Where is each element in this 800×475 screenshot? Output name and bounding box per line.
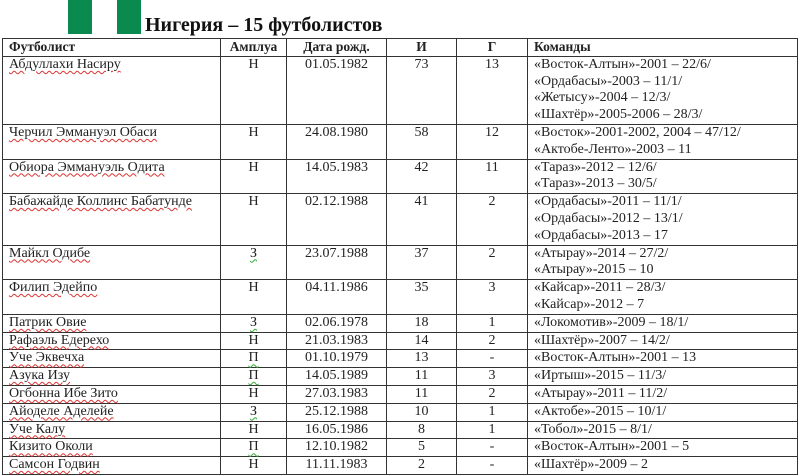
player-role <box>221 403 287 421</box>
player-games <box>387 314 457 332</box>
player-dob <box>287 385 387 403</box>
player-name-text: Филип Эдейпо <box>9 280 98 296</box>
player-role-text: Н <box>248 280 259 296</box>
player-name-text: Огбонна Ибе Зито <box>9 385 118 401</box>
player-name <box>3 368 221 386</box>
player-goals-text: 2 <box>488 332 496 348</box>
team-entry: «Ордабасы»-2013 – 17 <box>534 227 668 243</box>
player-goals-text: 2 <box>488 245 496 261</box>
player-role-text: З <box>249 245 257 261</box>
player-name <box>3 159 221 194</box>
team-entry: «Актобе»-2015 – 10/1/ <box>534 403 667 419</box>
player-teams <box>528 314 798 332</box>
player-name-text: Патрик Овие <box>9 314 87 330</box>
player-teams <box>528 56 798 124</box>
player-name-text: Айоделе Аделейе <box>9 403 114 419</box>
player-name <box>3 421 221 439</box>
player-games <box>387 332 457 350</box>
player-games <box>387 421 457 439</box>
player-name-text: Бабажайде Коллинс Бабатунде <box>9 194 192 210</box>
player-teams <box>528 245 798 280</box>
table-row <box>3 56 798 124</box>
team-entry: «Жетысу»-2004 – 12/3/ <box>534 90 671 106</box>
team-entry: «Тобол»-2015 – 8/1/ <box>534 421 652 437</box>
player-role-text: П <box>248 368 259 384</box>
table-row <box>3 280 798 315</box>
player-role-text: З <box>249 314 257 330</box>
player-games-text: 73 <box>414 56 429 72</box>
player-dob <box>287 159 387 194</box>
player-name-text: Черчил Эммануэл Обаси <box>9 124 157 140</box>
player-name-text: Майкл Одибе <box>9 245 91 261</box>
player-goals-text: 3 <box>488 368 496 384</box>
player-name <box>3 403 221 421</box>
player-games-text: 37 <box>414 245 429 261</box>
player-games-text: 5 <box>418 439 425 455</box>
player-games <box>387 194 457 245</box>
player-goals-text: 3 <box>488 280 496 296</box>
player-name-text: Азука Изу <box>9 368 70 384</box>
team-entry: «Ордабасы»-2012 – 13/1/ <box>534 210 683 226</box>
header-dob: Дата рожд. <box>287 39 387 57</box>
header-player: Футболист <box>3 39 221 57</box>
player-games <box>387 245 457 280</box>
player-dob-text: 14.05.1989 <box>305 368 368 384</box>
player-dob-text: 14.05.1983 <box>305 159 368 175</box>
player-teams <box>528 385 798 403</box>
player-goals <box>457 421 528 439</box>
player-games-text: 13 <box>414 350 429 366</box>
player-teams <box>528 368 798 386</box>
player-dob-text: 02.06.1978 <box>305 314 368 330</box>
player-goals <box>457 56 528 124</box>
table-row <box>3 421 798 439</box>
player-games-text: 11 <box>414 385 429 401</box>
player-dob-text: 11.11.1983 <box>305 457 368 473</box>
player-goals-text: 1 <box>488 421 496 437</box>
player-dob <box>287 245 387 280</box>
table-row <box>3 368 798 386</box>
table-row <box>3 385 798 403</box>
player-teams <box>528 332 798 350</box>
player-goals-text: 2 <box>488 385 496 401</box>
player-dob <box>287 439 387 457</box>
player-name-text: Рафаэль Едерехо <box>9 332 110 348</box>
player-goals <box>457 368 528 386</box>
player-role <box>221 368 287 386</box>
player-teams <box>528 403 798 421</box>
player-name <box>3 194 221 245</box>
player-role-text: Н <box>248 385 259 401</box>
player-dob-text: 24.08.1980 <box>305 124 368 140</box>
player-name <box>3 56 221 124</box>
player-goals <box>457 245 528 280</box>
page-title: Нигерия – 15 футболистов <box>145 14 383 36</box>
team-entry: «Тараз»-2013 – 30/5/ <box>534 176 657 192</box>
player-role <box>221 439 287 457</box>
player-dob-text: 01.10.1979 <box>305 350 368 366</box>
player-role-text: Н <box>248 124 259 140</box>
player-games-text: 10 <box>414 403 429 419</box>
player-role <box>221 124 287 159</box>
table-row <box>3 314 798 332</box>
player-dob-text: 21.03.1983 <box>305 332 368 348</box>
table-row <box>3 332 798 350</box>
team-entry: «Атырау»-2014 – 27/2/ <box>534 245 669 261</box>
player-games-text: 42 <box>414 159 429 175</box>
player-name-text: Уче Калу <box>9 421 66 437</box>
player-games-text: 14 <box>414 332 429 348</box>
player-role-text: Н <box>248 56 259 72</box>
player-games-text: 58 <box>414 124 429 140</box>
player-dob <box>287 350 387 368</box>
player-teams <box>528 159 798 194</box>
player-role <box>221 159 287 194</box>
player-games <box>387 124 457 159</box>
team-entry: «Восток»-2001-2002, 2004 – 47/12/ <box>534 124 741 140</box>
player-name <box>3 332 221 350</box>
player-games-text: 35 <box>414 280 429 296</box>
player-dob-text: 02.12.1988 <box>305 194 368 210</box>
player-teams <box>528 194 798 245</box>
player-teams <box>528 439 798 457</box>
player-goals-text: 12 <box>485 124 499 140</box>
player-games <box>387 159 457 194</box>
team-entry: «Восток-Алтын»-2001 – 13 <box>534 350 697 366</box>
player-name <box>3 280 221 315</box>
player-role <box>221 421 287 439</box>
player-dob <box>287 280 387 315</box>
player-dob-text: 25.12.1988 <box>305 403 368 419</box>
player-dob <box>287 314 387 332</box>
table-row <box>3 245 798 280</box>
player-dob <box>287 368 387 386</box>
flag-stripe-right <box>117 0 141 34</box>
team-entry: «Кайсар»-2012 – 7 <box>534 296 645 312</box>
player-games <box>387 368 457 386</box>
player-goals-text: - <box>489 439 495 455</box>
team-entry: «Локомотив»-2009 – 18/1/ <box>534 314 689 330</box>
team-entry: «Шахтёр»-2009 – 2 <box>534 457 648 473</box>
player-games-text: 2 <box>418 457 425 473</box>
player-name <box>3 439 221 457</box>
player-role-text: Н <box>248 457 259 473</box>
player-dob <box>287 332 387 350</box>
player-role-text: П <box>248 439 259 455</box>
team-entry: «Ордабасы»-2003 – 11/1/ <box>534 73 683 89</box>
header-goals: Г <box>457 39 528 57</box>
player-games-text: 18 <box>414 314 429 330</box>
player-name <box>3 245 221 280</box>
player-dob <box>287 56 387 124</box>
player-goals <box>457 350 528 368</box>
player-games <box>387 403 457 421</box>
player-name-text: Кизито Околи <box>9 439 93 455</box>
player-goals <box>457 159 528 194</box>
player-goals <box>457 403 528 421</box>
table-header <box>3 39 798 57</box>
player-goals-text: 13 <box>485 56 499 72</box>
player-teams <box>528 350 798 368</box>
player-role-text: Н <box>248 421 259 437</box>
player-role-text: П <box>248 350 259 366</box>
player-role-text: З <box>249 403 257 419</box>
player-goals <box>457 314 528 332</box>
table-row <box>3 124 798 159</box>
player-goals <box>457 280 528 315</box>
player-goals <box>457 385 528 403</box>
player-games-text: 41 <box>414 194 429 210</box>
player-role-text: Н <box>248 194 259 210</box>
player-role <box>221 56 287 124</box>
player-goals <box>457 332 528 350</box>
table-row <box>3 403 798 421</box>
player-goals <box>457 439 528 457</box>
flag-stripe-left <box>68 0 92 34</box>
player-teams <box>528 421 798 439</box>
player-teams <box>528 124 798 159</box>
team-entry: «Восток-Алтын»-2001 – 5 <box>534 439 690 455</box>
team-entry: «Шахтёр»-2005-2006 – 28/3/ <box>534 107 703 123</box>
player-name <box>3 350 221 368</box>
player-goals-text: - <box>489 350 495 366</box>
player-role <box>221 332 287 350</box>
player-role <box>221 385 287 403</box>
player-goals <box>457 124 528 159</box>
player-name <box>3 314 221 332</box>
player-games <box>387 56 457 124</box>
table-row <box>3 159 798 194</box>
table-row <box>3 439 798 457</box>
player-name <box>3 124 221 159</box>
team-entry: «Тараз»-2012 – 12/6/ <box>534 159 657 175</box>
player-name-text: Обиора Эммануэль Одита <box>9 159 165 175</box>
team-entry: «Иртыш»-2015 – 11/3/ <box>534 368 667 384</box>
player-goals-text: - <box>489 457 495 473</box>
player-dob <box>287 421 387 439</box>
player-role-text: Н <box>248 159 259 175</box>
players-table <box>2 38 798 475</box>
team-entry: «Кайсар»-2011 – 28/3/ <box>534 280 666 296</box>
player-role <box>221 280 287 315</box>
player-games-text: 11 <box>414 368 429 384</box>
team-entry: «Восток-Алтын»-2001 – 22/6/ <box>534 56 711 72</box>
player-teams <box>528 280 798 315</box>
player-games <box>387 350 457 368</box>
player-dob-text: 12.10.1982 <box>305 439 368 455</box>
player-dob-text: 16.05.1986 <box>305 421 368 437</box>
player-name-text: Самсон Годвин <box>9 457 100 473</box>
player-role <box>221 314 287 332</box>
player-goals-text: 11 <box>485 159 499 175</box>
player-name-text: Абдуллахи Насиру <box>9 56 121 72</box>
player-role <box>221 194 287 245</box>
player-games <box>387 280 457 315</box>
team-entry: «Атырау»-2011 – 11/2/ <box>534 385 668 401</box>
player-dob <box>287 194 387 245</box>
player-dob <box>287 124 387 159</box>
player-goals-text: 2 <box>488 194 496 210</box>
player-name <box>3 385 221 403</box>
team-entry: «Шахтёр»-2007 – 14/2/ <box>534 332 670 348</box>
player-dob-text: 23.07.1988 <box>305 245 368 261</box>
player-dob-text: 04.11.1986 <box>305 280 368 296</box>
player-dob <box>287 403 387 421</box>
header-teams: Команды <box>528 39 798 57</box>
player-goals-text: 1 <box>488 314 496 330</box>
header-games: И <box>387 39 457 57</box>
player-goals <box>457 194 528 245</box>
player-role <box>221 350 287 368</box>
header-role: Амплуа <box>221 39 287 57</box>
player-games <box>387 385 457 403</box>
team-entry: «Актобе-Ленто»-2003 – 11 <box>534 141 692 157</box>
player-role-text: Н <box>248 332 259 348</box>
player-dob-text: 01.05.1982 <box>305 56 368 72</box>
player-goals-text: 1 <box>488 403 496 419</box>
team-entry: «Атырау»-2015 – 10 <box>534 262 654 278</box>
team-entry: «Ордабасы»-2011 – 11/1/ <box>534 194 682 210</box>
player-name-text: Уче Эквечха <box>9 350 85 366</box>
table-row <box>3 350 798 368</box>
player-games <box>387 439 457 457</box>
player-dob-text: 27.03.1983 <box>305 385 368 401</box>
table-row <box>3 194 798 245</box>
player-role <box>221 245 287 280</box>
player-games-text: 8 <box>418 421 425 437</box>
